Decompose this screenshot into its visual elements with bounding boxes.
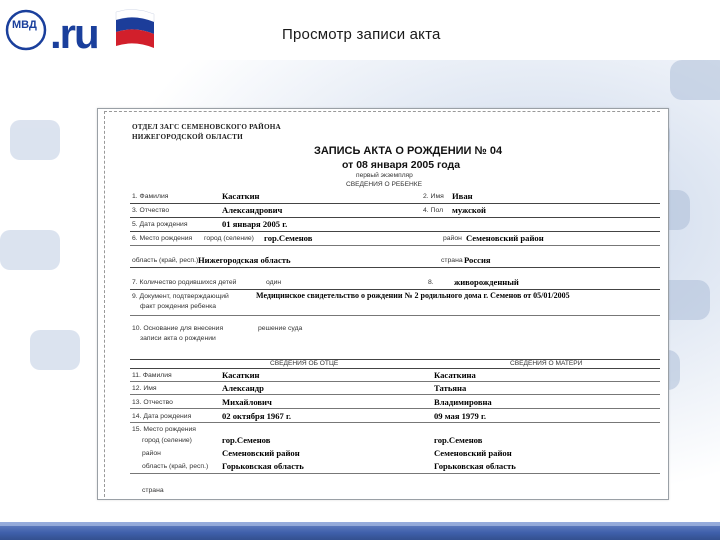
birth-document-value: Медицинское свидетельство о рождении № 2 родильного дома г. Семенов от 05/01/2005 (256, 291, 570, 300)
father-birth-region-value: Горьковская область (222, 461, 304, 471)
field-label: 12. Имя (132, 385, 157, 392)
field-label: 9. Документ, подтверждающий (132, 293, 229, 300)
field-label: факт рождения ребенка (140, 303, 217, 310)
field-sublabel: область (край, респ.) (142, 463, 209, 470)
field-label: 14. Дата рождения (132, 413, 192, 420)
field-label: 5. Дата рождения (132, 221, 188, 228)
child-birth-region-value: Нижегородская область (198, 255, 291, 265)
field-label: 13. Отчество (132, 399, 173, 406)
field-sublabel: город (селение) (204, 235, 254, 242)
record-date: от 08 января 2005 года (342, 159, 461, 171)
child-sex-value: мужской (452, 205, 487, 215)
mother-patronymic-value: Владимировна (434, 397, 492, 407)
field-label: 4. Пол (423, 207, 444, 214)
field-label: 2. Имя (423, 193, 444, 200)
mother-birthdate-value: 09 мая 1979 г. (434, 411, 487, 421)
copy-note: первый экземпляр (356, 172, 413, 179)
frame-line (104, 111, 660, 112)
father-birth-city-value: гор.Семенов (222, 435, 271, 445)
mother-birth-district-value: Семеновский район (434, 448, 512, 458)
father-surname-value: Касаткин (222, 370, 260, 380)
page-title: Просмотр записи акта (282, 26, 441, 43)
field-label: записи акта о рождении (140, 335, 216, 342)
father-birth-district-value: Семеновский район (222, 448, 300, 458)
field-label: 15. Место рождения (132, 426, 196, 433)
mother-name-value: Татьяна (434, 383, 467, 393)
field-sublabel: область (край, респ.) (132, 257, 199, 264)
field-label: 6. Место рождения (132, 235, 193, 242)
child-birth-district-value: Семеновский район (466, 233, 544, 243)
field-label: 11. Фамилия (132, 372, 172, 379)
field-label: 10. Основание для внесения (132, 325, 224, 332)
child-surname-value: Касаткин (222, 191, 260, 201)
record-title: ЗАПИСЬ АКТА О РОЖДЕНИИ № 04 (314, 145, 503, 157)
site-logo[interactable] (4, 4, 164, 56)
act-record-document (97, 108, 669, 500)
mother-birth-city-value: гор.Семенов (434, 435, 483, 445)
father-section-header: СВЕДЕНИЯ ОБ ОТЦЕ (270, 360, 339, 367)
child-birth-city-value: гор.Семенов (264, 233, 313, 243)
logo-domain: .ru (50, 10, 98, 56)
field-label: 3. Отчество (132, 207, 170, 214)
child-count-value: один (266, 279, 282, 286)
org-line-1: ОТДЕЛ ЗАГС СЕМЕНОВСКОГО РАЙОНА (132, 123, 281, 131)
father-name-value: Александр (222, 383, 264, 393)
child-birthdate-value: 01 января 2005 г. (222, 219, 288, 229)
mother-birth-region-value: Горьковская область (434, 461, 516, 471)
field-sublabel: район (142, 450, 161, 457)
footer-bar (0, 522, 720, 540)
child-liveborn-value: живорожденный (454, 277, 519, 287)
father-birthdate-value: 02 октября 1967 г. (222, 411, 292, 421)
child-patronymic-value: Александрович (222, 205, 283, 215)
mother-section-header: СВЕДЕНИЯ О МАТЕРИ (510, 360, 583, 367)
field-sublabel: город (селение) (142, 437, 192, 444)
field-label: 7. Количество родившихся детей (132, 279, 237, 286)
mother-surname-value: Касаткина (434, 370, 476, 380)
logo-mark: МВД (12, 19, 37, 31)
father-patronymic-value: Михайлович (222, 397, 272, 407)
field-label: 1. Фамилия (132, 193, 169, 200)
field-sublabel: страна (142, 487, 164, 494)
field-sublabel: район (443, 235, 462, 242)
field-label: 8. (428, 279, 434, 286)
child-name-value: Иван (452, 191, 473, 201)
field-sublabel: страна (441, 257, 463, 264)
child-birth-country-value: Россия (464, 255, 491, 265)
field-label: решение суда (258, 325, 303, 332)
child-section-header: СВЕДЕНИЯ О РЕБЕНКЕ (346, 181, 422, 188)
org-line-2: НИЖЕГОРОДСКОЙ ОБЛАСТИ (132, 133, 243, 141)
frame-line (104, 111, 105, 497)
